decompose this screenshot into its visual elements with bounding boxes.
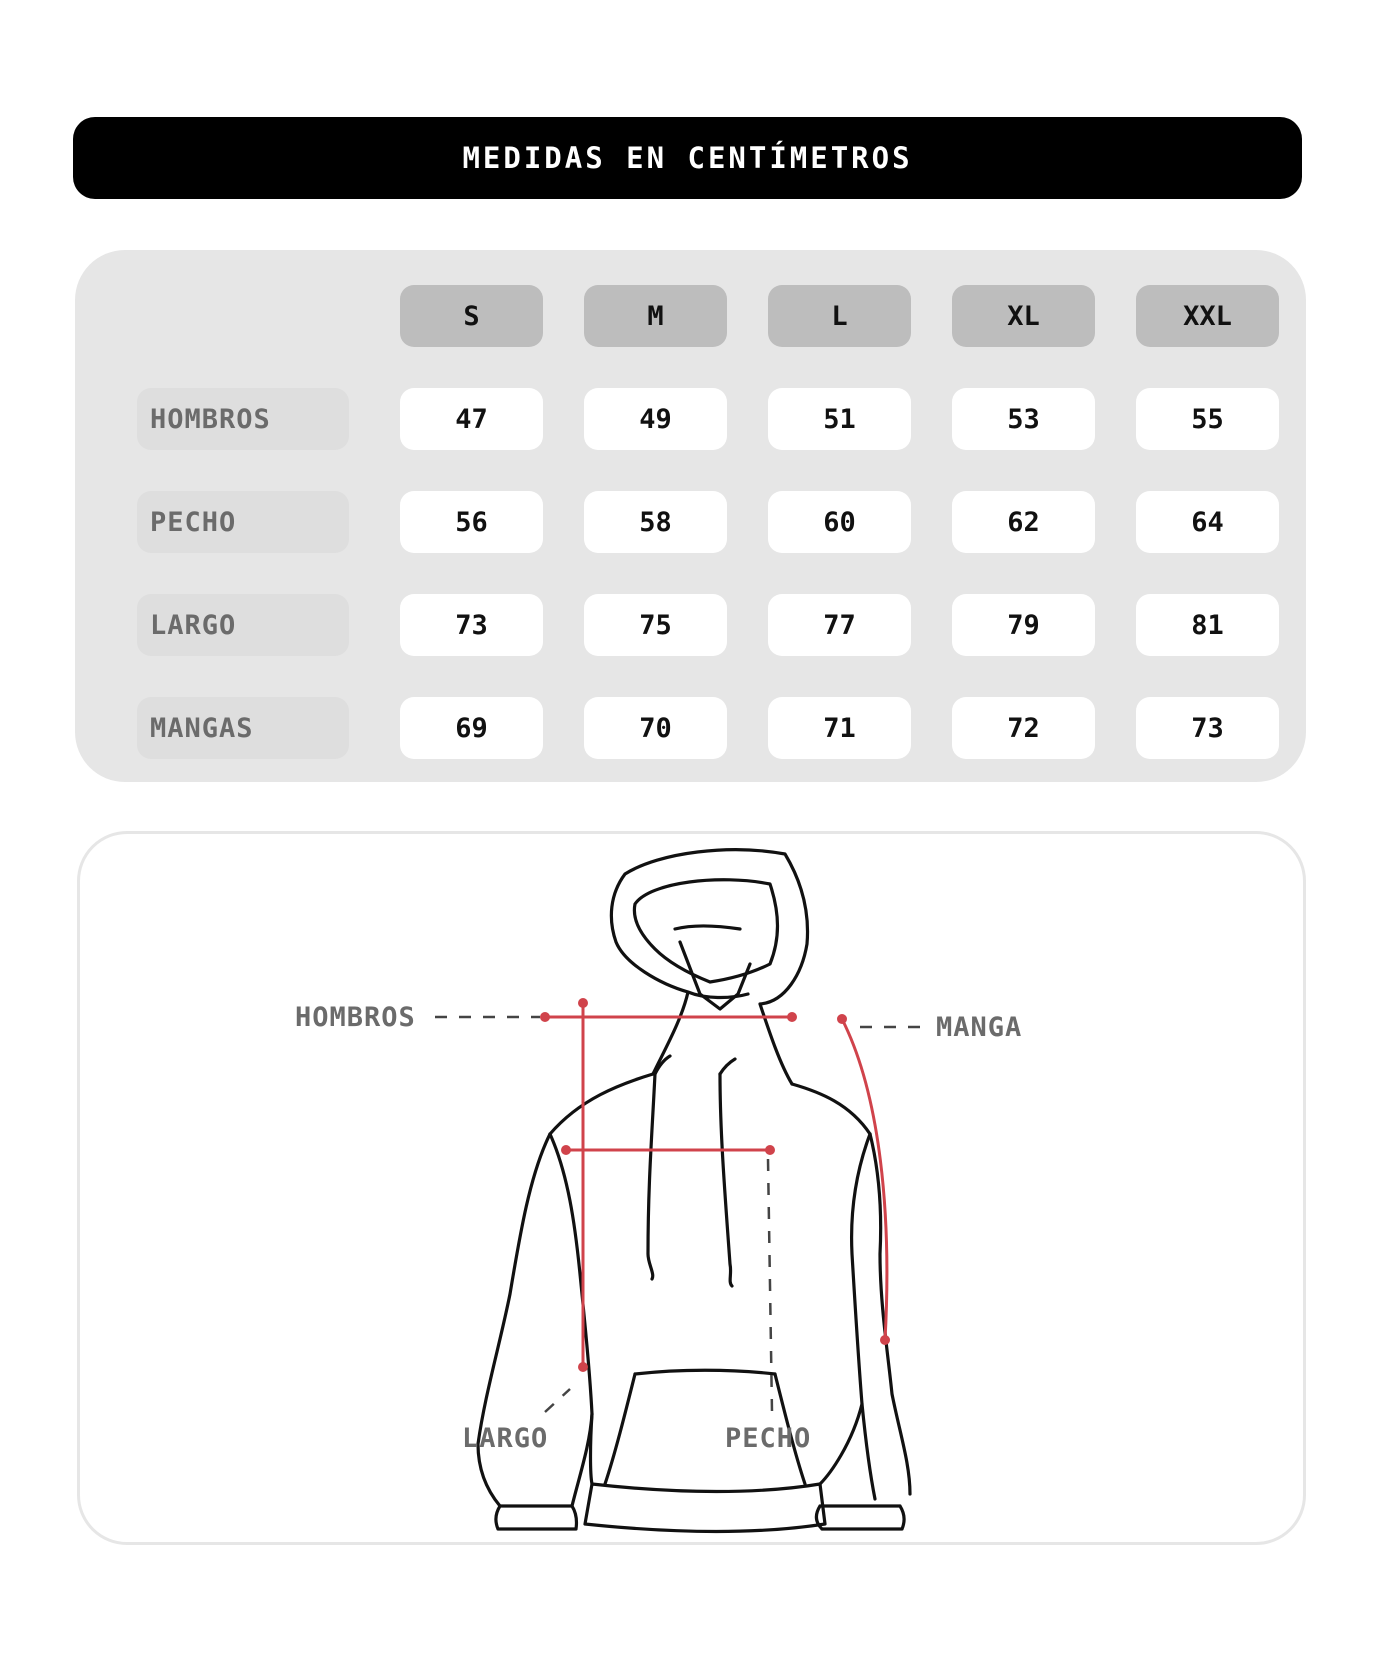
size-header-s: S	[400, 285, 543, 347]
callout-pecho: PECHO	[725, 1423, 812, 1454]
row-label-largo: LARGO	[137, 594, 349, 656]
size-header-l: L	[768, 285, 911, 347]
hoodie-diagram	[80, 834, 1303, 1542]
table-cell: 62	[952, 491, 1095, 553]
measurement-diagram-panel	[77, 831, 1306, 1545]
size-table	[75, 250, 1306, 782]
table-cell: 73	[1136, 697, 1279, 759]
table-cell: 73	[400, 594, 543, 656]
measurement-lines	[545, 1003, 887, 1367]
table-cell: 49	[584, 388, 727, 450]
size-header-xl: XL	[952, 285, 1095, 347]
table-cell: 69	[400, 697, 543, 759]
table-cell: 75	[584, 594, 727, 656]
table-cell: 79	[952, 594, 1095, 656]
table-cell: 64	[1136, 491, 1279, 553]
table-cell: 58	[584, 491, 727, 553]
size-header-m: M	[584, 285, 727, 347]
measurement-points	[540, 998, 890, 1372]
row-label-hombros: HOMBROS	[137, 388, 349, 450]
size-header-xxl: XXL	[1136, 285, 1279, 347]
table-cell: 60	[768, 491, 911, 553]
table-cell: 56	[400, 491, 543, 553]
row-label-pecho: PECHO	[137, 491, 349, 553]
callout-hombros: HOMBROS	[295, 1002, 416, 1033]
table-cell: 81	[1136, 594, 1279, 656]
table-cell: 47	[400, 388, 543, 450]
table-cell: 77	[768, 594, 911, 656]
callout-largo: LARGO	[462, 1423, 549, 1454]
table-cell: 70	[584, 697, 727, 759]
table-cell: 53	[952, 388, 1095, 450]
table-cell: 51	[768, 388, 911, 450]
row-label-mangas: MANGAS	[137, 697, 349, 759]
header-bar	[73, 117, 1302, 199]
callout-manga: MANGA	[936, 1012, 1023, 1043]
table-cell: 72	[952, 697, 1095, 759]
page-title: MEDIDAS EN CENTÍMETROS	[462, 141, 913, 175]
table-cell: 71	[768, 697, 911, 759]
table-cell: 55	[1136, 388, 1279, 450]
